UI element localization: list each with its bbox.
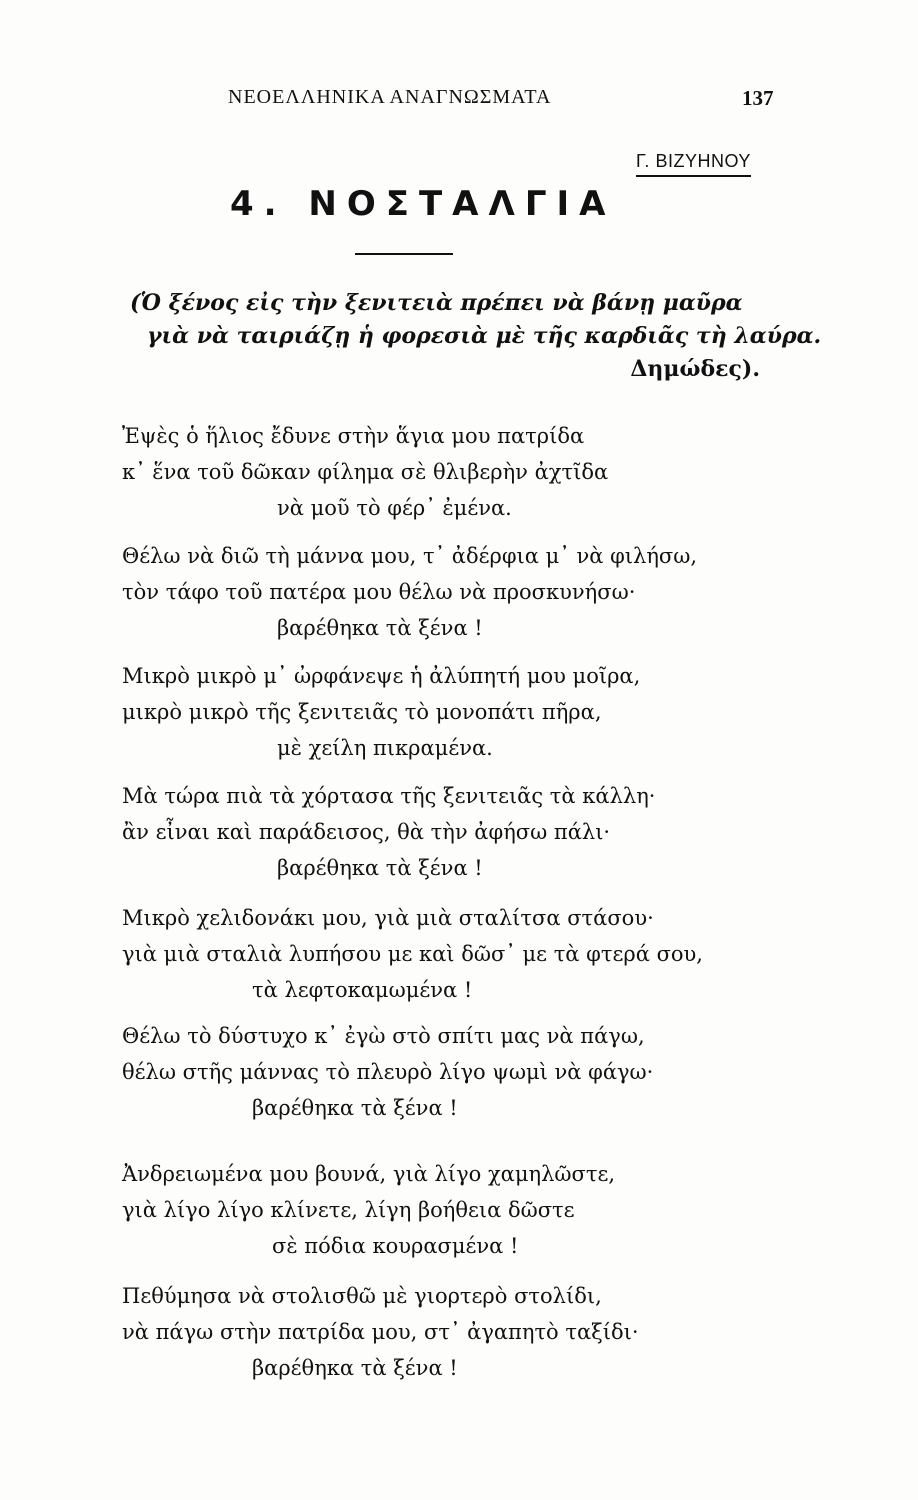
stanza-1 bbox=[122, 418, 822, 526]
epigraph-line-1: (Ὁ ξένος εἰς τὴν ξενιτειὰ πρέπει νὰ βάνῃ μαῦρα bbox=[130, 290, 743, 316]
verse: Θέλω τὸ δύστυχο κ᾿ ἐγὼ στὸ σπίτι μας νὰ πάγω, bbox=[122, 1024, 645, 1048]
stanza-6 bbox=[122, 1018, 822, 1126]
verse-refrain: βαρέθηκα τὰ ξένα ! bbox=[252, 1356, 458, 1380]
page-number: 137 bbox=[742, 86, 774, 110]
running-title: ΝΕΟΕΛΛΗΝΙΚΑ ΑΝΑΓΝΩΣΜΑΤΑ bbox=[228, 86, 552, 108]
verse: Πεθύμησα νὰ στολισθῶ μὲ γιορτερὸ στολίδι, bbox=[122, 1284, 602, 1308]
verse-refrain: βαρέθηκα τὰ ξένα ! bbox=[277, 856, 483, 880]
verse: ἂν εἶναι καὶ παράδεισος, θὰ τὴν ἀφήσω πάλι· bbox=[122, 820, 611, 844]
author-name: Γ. ΒΙΖΥΗΝΟΥ bbox=[636, 151, 751, 177]
verse: μικρὸ μικρὸ τῆς ξενιτειᾶς τὸ μονοπάτι πῆρα, bbox=[122, 700, 602, 724]
verse: Θέλω νὰ διῶ τὴ μάννα μου, τ᾿ ἀδέρφια μ᾿ νὰ φιλήσω, bbox=[122, 544, 698, 568]
verse: Ἐψὲς ὁ ἥλιος ἔδυνε στὴν ἅγια μου πατρίδα bbox=[122, 424, 585, 448]
verse: Ἀνδρειωμένα μου βουνά, γιὰ λίγο χαμηλῶστε, bbox=[122, 1162, 616, 1186]
verse: κ᾿ ἕνα τοῦ δῶκαν φίλημα σὲ θλιβερὴν ἀχτῖδα bbox=[122, 460, 609, 484]
epigraph-line-2: γιὰ νὰ ταιριάζῃ ἡ φορεσιὰ μὲ τῆς καρδιᾶς τὴ λαύρα. bbox=[147, 323, 822, 349]
verse-refrain: τὰ λεφτοκαμωμένα ! bbox=[252, 978, 473, 1002]
verse: νὰ πάγω στὴν πατρίδα μου, στ᾿ ἀγαπητὸ ταξίδι· bbox=[122, 1320, 639, 1344]
epigraph-source: Δημώδες). bbox=[630, 356, 760, 382]
verse-refrain: σὲ πόδια κουρασμένα ! bbox=[272, 1234, 519, 1258]
verse-refrain: βαρέθηκα τὰ ξένα ! bbox=[252, 1096, 458, 1120]
verse: θέλω στῆς μάννας τὸ πλευρὸ λίγο ψωμὶ νὰ φάγω· bbox=[122, 1060, 654, 1084]
stanza-2 bbox=[122, 538, 822, 646]
stanza-5 bbox=[122, 900, 822, 1008]
running-head bbox=[0, 86, 918, 114]
stanza-7 bbox=[122, 1156, 822, 1264]
verse-refrain: μὲ χείλη πικραμένα. bbox=[277, 736, 493, 760]
verse: τὸν τάφο τοῦ πατέρα μου θέλω νὰ προσκυνήσω· bbox=[122, 580, 636, 604]
verse-refrain: νὰ μοῦ τὸ φέρ᾿ ἐμένα. bbox=[277, 496, 512, 520]
title-rule bbox=[355, 253, 453, 255]
epigraph bbox=[130, 287, 822, 386]
verse: γιὰ λίγο λίγο κλίνετε, λίγη βοήθεια δῶστε bbox=[122, 1198, 575, 1222]
verse: γιὰ μιὰ σταλιὰ λυπήσου με καὶ δῶσ᾿ με τὰ φτερά σου, bbox=[122, 942, 703, 966]
poem-title: 4. ΝΟΣΤΑΛΓΙΑ bbox=[230, 184, 616, 224]
verse: Μικρὸ μικρὸ μ᾿ ὠρφάνεψε ἡ ἀλύπητή μου μοῖρα, bbox=[122, 664, 641, 688]
stanza-8 bbox=[122, 1278, 822, 1386]
verse-refrain: βαρέθηκα τὰ ξένα ! bbox=[277, 616, 483, 640]
stanza-3 bbox=[122, 658, 822, 766]
stanza-4 bbox=[122, 778, 822, 886]
verse: Μὰ τώρα πιὰ τὰ χόρτασα τῆς ξενιτειᾶς τὰ κάλλη· bbox=[122, 784, 656, 808]
verse: Μικρὸ χελιδονάκι μου, γιὰ μιὰ σταλίτσα στάσου· bbox=[122, 906, 654, 930]
